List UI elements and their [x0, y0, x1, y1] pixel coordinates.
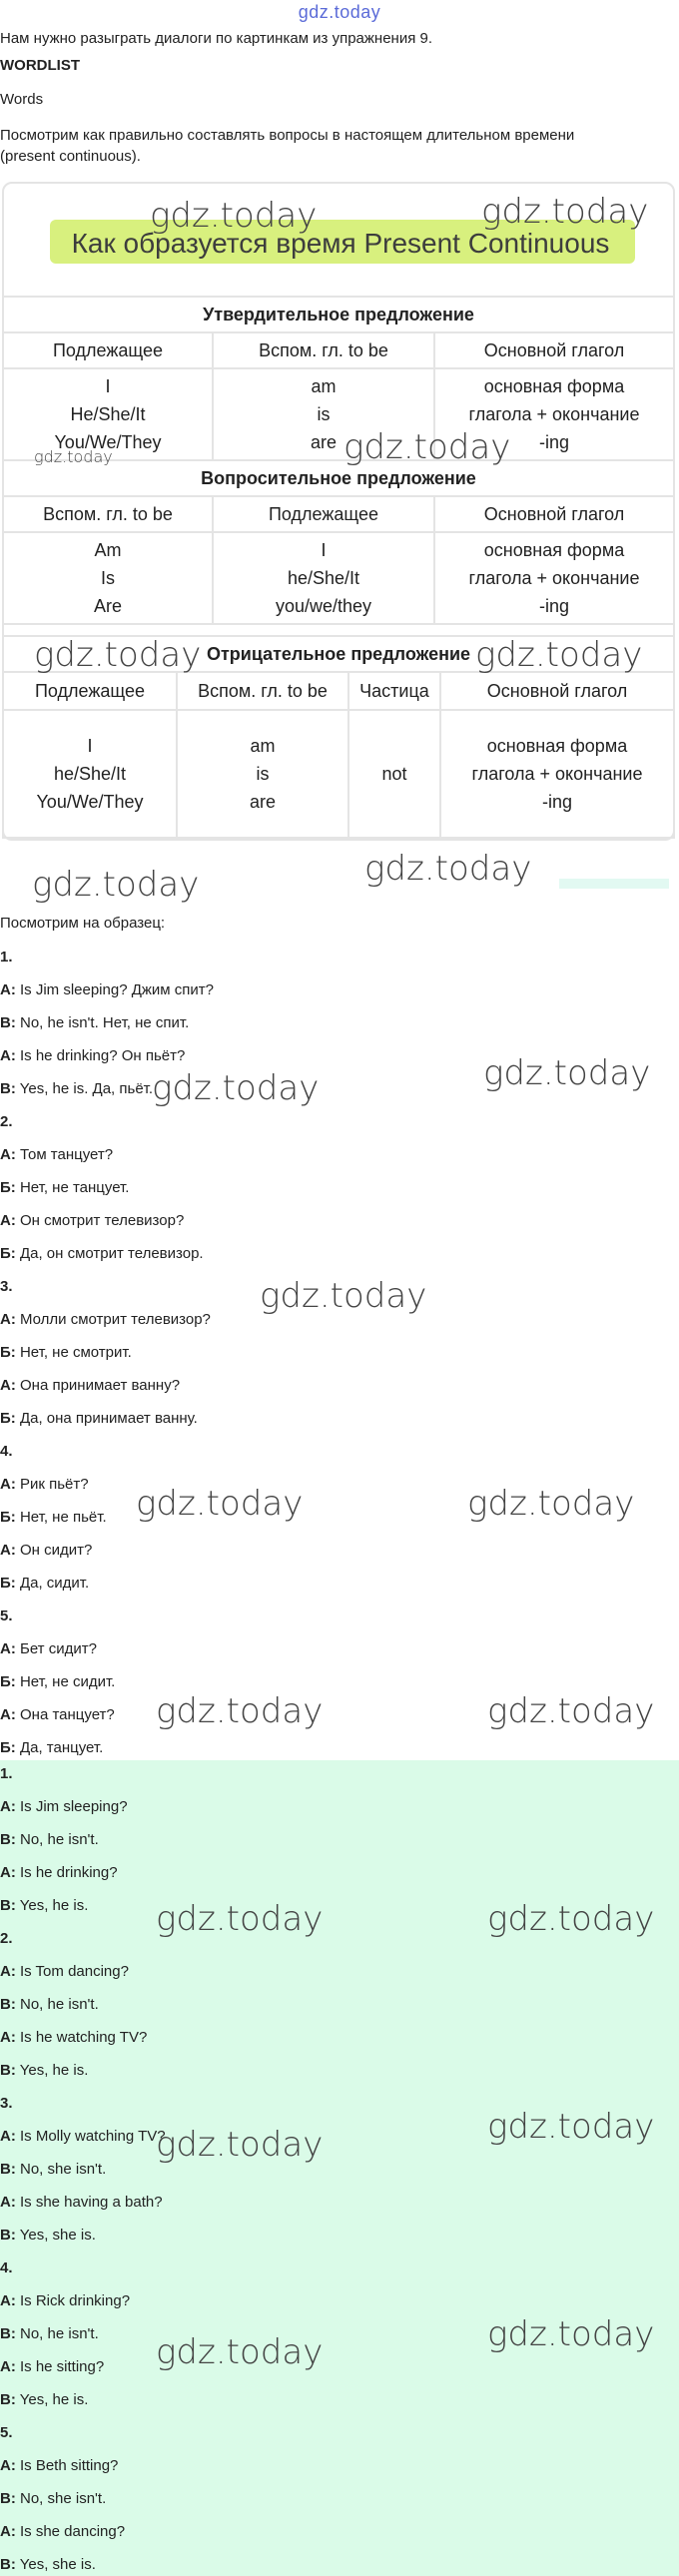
dialogue-line: [0, 1080, 153, 1097]
dialogue-line: [0, 1996, 99, 2013]
speaker-label: A:: [0, 1798, 16, 1815]
dialogue-text: Is Tom dancing?: [15, 1963, 129, 1980]
speaker-label: А:: [0, 1706, 16, 1723]
table-cell: not: [348, 710, 440, 838]
dialogue-line: [0, 1739, 103, 1756]
speaker-label: B:: [0, 2325, 16, 2342]
watermark: gdz.today: [487, 1691, 655, 1731]
dialogue-line: [0, 1212, 184, 1229]
dialogue-number: 5.: [0, 2424, 13, 2441]
table-cell: I he/She/It You/We/They: [3, 710, 177, 838]
dialogue-number: 5.: [0, 1608, 13, 1624]
watermark: gdz.today: [483, 1053, 651, 1093]
column-header: Подлежащее: [213, 496, 434, 532]
site-logo[interactable]: gdz.today: [298, 2, 381, 22]
dialogue-text: No, he isn't. Нет, не спит.: [15, 1014, 190, 1031]
dialogue-text: Yes, she is.: [15, 2556, 96, 2573]
dialogue-text: Бет сидит?: [15, 1640, 97, 1657]
watermark: gdz.today: [156, 1691, 324, 1731]
dialogue-line: [0, 2457, 118, 2474]
dialogue-line: [0, 1897, 88, 1914]
dialogue-line: [0, 1640, 97, 1657]
watermark: gdz.today: [34, 447, 113, 466]
dialogue-line: [0, 1047, 185, 1064]
speaker-label: A:: [0, 2457, 16, 2474]
dialogue-text: Is he drinking? Он пьёт?: [15, 1047, 186, 1064]
card-title: Как образуется время Present Continuous: [71, 228, 610, 259]
dialogue-text: Нет, не смотрит.: [15, 1344, 132, 1361]
speaker-label: А:: [0, 1212, 16, 1229]
speaker-label: B:: [0, 2556, 16, 2573]
speaker-label: B:: [0, 2391, 16, 2408]
column-header: Вспом. гл. to be: [213, 332, 434, 368]
dialogue-line: [0, 1476, 89, 1493]
speaker-label: Б:: [0, 1575, 16, 1592]
column-header: Основной глагол: [434, 332, 674, 368]
watermark: gdz.today: [467, 1484, 635, 1524]
speaker-label: Б:: [0, 1410, 16, 1427]
table-cell: Am Is Are: [3, 532, 213, 624]
dialogue-number: 2.: [0, 1930, 13, 1947]
intro-task: Нам нужно разыграть диалоги по картинкам из упражнения 9.: [0, 30, 433, 47]
affirmative-heading: Утвердительное предложение: [3, 297, 674, 332]
column-header: Вспом. гл. to be: [3, 496, 213, 532]
watermark: gdz.today: [487, 2107, 655, 2147]
dialogue-text: Нет, не пьёт.: [15, 1509, 107, 1526]
dialogue-text: Is Rick drinking?: [15, 2292, 131, 2309]
watermark: gdz.today: [475, 635, 643, 675]
speaker-label: A:: [0, 2029, 16, 2046]
column-header: Подлежащее: [3, 672, 177, 710]
watermark: gdz.today: [136, 1484, 304, 1524]
watermark: gdz.today: [156, 1899, 324, 1939]
dialogue-line: [0, 1245, 204, 1262]
dialogue-line: [0, 2029, 147, 2046]
dialogue-line: [0, 2161, 106, 2178]
speaker-label: Б:: [0, 1739, 16, 1756]
dialogue-number: 3.: [0, 1278, 13, 1295]
column-header: Частица: [348, 672, 440, 710]
dialogue-line: [0, 1509, 107, 1526]
speaker-label: А:: [0, 1640, 16, 1657]
table-cell: основная форма глагола + окончание -ing: [434, 368, 674, 460]
column-header: Основной глагол: [440, 672, 674, 710]
watermark: gdz.today: [364, 849, 532, 889]
dialogue-line: [0, 2391, 88, 2408]
dialogue-line: [0, 2292, 130, 2309]
dialogue-text: Is he watching TV?: [15, 2029, 148, 2046]
dialogue-line: [0, 1798, 128, 1815]
dialogue-line: [0, 1179, 129, 1196]
dialogue-text: Yes, he is. Да, пьёт.: [15, 1080, 154, 1097]
grammar-card: [2, 182, 675, 841]
speaker-label: A:: [0, 2194, 16, 2211]
watermark: gdz.today: [32, 865, 200, 905]
dialogue-text: Is he sitting?: [15, 2358, 105, 2375]
dialogue-line: [0, 1963, 129, 1980]
dialogue-text: Она принимает ванну?: [15, 1377, 181, 1394]
speaker-label: А:: [0, 1542, 16, 1559]
speaker-label: Б:: [0, 1344, 16, 1361]
speaker-label: B:: [0, 2227, 16, 2244]
dialogue-text: Yes, he is.: [15, 2062, 89, 2079]
dialogue-text: Is Beth sitting?: [15, 2457, 119, 2474]
dialogue-line: [0, 1146, 113, 1163]
dialogue-text: Нет, не танцует.: [15, 1179, 130, 1196]
dialogue-line: [0, 2358, 104, 2375]
speaker-label: A:: [0, 2128, 16, 2145]
speaker-label: A:: [0, 1047, 16, 1064]
speaker-label: B:: [0, 2161, 16, 2178]
speaker-label: Б:: [0, 1509, 16, 1526]
dialogue-number: 1.: [0, 949, 13, 966]
words-label: Words: [0, 91, 44, 108]
dialogue-line: [0, 1014, 189, 1031]
speaker-label: Б:: [0, 1245, 16, 1262]
dialogue-line: [0, 1410, 198, 1427]
table-cell: основная форма глагола + окончание -ing: [434, 532, 674, 624]
dialogue-number: 4.: [0, 1443, 13, 1460]
table-cell: I He/She/It You/We/They: [3, 368, 213, 460]
watermark: gdz.today: [152, 1068, 320, 1108]
dialogue-line: [0, 1831, 99, 1848]
dialogue-text: No, she isn't.: [15, 2490, 107, 2507]
speaker-label: А:: [0, 1311, 16, 1328]
dialogue-text: Yes, he is.: [15, 1897, 89, 1914]
speaker-label: B:: [0, 1897, 16, 1914]
dialogue-line: [0, 1542, 92, 1559]
dialogue-text: Is she dancing?: [15, 2523, 126, 2540]
watermark: gdz.today: [343, 427, 511, 467]
dialogue-text: Is Jim sleeping?: [15, 1798, 128, 1815]
dialogue-text: Том танцует?: [15, 1146, 114, 1163]
dialogue-text: Is he drinking?: [15, 1864, 118, 1881]
dialogue-line: [0, 2556, 96, 2573]
watermark: gdz.today: [481, 192, 649, 232]
dialogue-text: Yes, he is.: [15, 2391, 89, 2408]
watermark: gdz.today: [156, 2332, 324, 2372]
dialogue-line: [0, 981, 214, 998]
dialogue-line: [0, 1377, 180, 1394]
column-header: Подлежащее: [3, 332, 213, 368]
speaker-label: B:: [0, 1831, 16, 1848]
dialogue-text: Is she having a bath?: [15, 2194, 163, 2211]
dialogue-line: [0, 2062, 88, 2079]
speaker-label: Б:: [0, 1673, 16, 1690]
watermark: gdz.today: [150, 196, 318, 236]
dialogue-line: [0, 2227, 96, 2244]
speaker-label: B:: [0, 1996, 16, 2013]
dialogue-text: Да, он смотрит телевизор.: [15, 1245, 204, 1262]
watermark: gdz.today: [487, 1899, 655, 1939]
dialogue-number: 2.: [0, 1113, 13, 1130]
table-cell: основная форма глагола + окончание -ing: [440, 710, 674, 838]
dialogue-text: Да, танцует.: [15, 1739, 104, 1756]
dialogue-line: [0, 1311, 211, 1328]
affirmative-table: [2, 296, 675, 461]
column-header: Вспом. гл. to be: [177, 672, 348, 710]
dialogue-text: Он сидит?: [15, 1542, 93, 1559]
dialogue-line: [0, 1673, 115, 1690]
dialogue-text: Он смотрит телевизор?: [15, 1212, 185, 1229]
speaker-label: A:: [0, 1864, 16, 1881]
dialogue-number: 3.: [0, 2095, 13, 2112]
dialogue-text: Да, она принимает ванну.: [15, 1410, 198, 1427]
dialogue-number: 4.: [0, 2259, 13, 2276]
intro-text: [0, 28, 679, 167]
dialogue-text: Is Molly watching TV?: [15, 2128, 166, 2145]
wordlist-heading: WORDLIST: [0, 57, 80, 74]
dialogue-number: 1.: [0, 1765, 13, 1782]
watermark: gdz.today: [260, 1276, 427, 1316]
dialogue-text: Молли смотрит телевизор?: [15, 1311, 211, 1328]
dialogue-text: Да, сидит.: [15, 1575, 90, 1592]
dialogue-line: [0, 2194, 163, 2211]
speaker-label: A:: [0, 2292, 16, 2309]
speaker-label: B:: [0, 1080, 16, 1097]
column-header: Основной глагол: [434, 496, 674, 532]
speaker-label: B:: [0, 2490, 16, 2507]
speaker-label: А:: [0, 1476, 16, 1493]
dialogue-line: [0, 1864, 118, 1881]
speaker-label: A:: [0, 1963, 16, 1980]
table-cell: I he/She/It you/we/they: [213, 532, 434, 624]
speaker-label: А:: [0, 1377, 16, 1394]
dialogue-text: Yes, she is.: [15, 2227, 96, 2244]
speaker-label: B:: [0, 2062, 16, 2079]
watermark: gdz.today: [156, 2125, 324, 2165]
speaker-label: A:: [0, 2523, 16, 2540]
dialogue-line: [0, 2523, 125, 2540]
dialogue-line: [0, 1706, 115, 1723]
speaker-label: Б:: [0, 1179, 16, 1196]
dialogue-text: No, he isn't.: [15, 2325, 99, 2342]
speaker-label: B:: [0, 1014, 16, 1031]
table-cell: am is are: [177, 710, 348, 838]
dialogue-text: Она танцует?: [15, 1706, 115, 1723]
dialogue-line: [0, 2128, 166, 2145]
dialogue-text: Нет, не сидит.: [15, 1673, 116, 1690]
intro-explanation-1: Посмотрим как правильно составлять вопросы в настоящем длительном времени: [0, 127, 575, 144]
intro-explanation-2: (present continuous).: [0, 148, 141, 165]
dialogue-line: [0, 2490, 106, 2507]
speaker-label: A:: [0, 981, 16, 998]
dialogue-line: [0, 1344, 132, 1361]
decorative-bar: [559, 879, 669, 889]
negative-heading: Отрицательное предложение: [3, 636, 674, 672]
speaker-label: A:: [0, 2358, 16, 2375]
dialogue-text: Is Jim sleeping? Джим спит?: [15, 981, 214, 998]
table-cell: am is are: [213, 368, 434, 460]
dialogue-text: No, he isn't.: [15, 1831, 99, 1848]
sample-intro: Посмотрим на образец:: [0, 915, 166, 932]
dialogue-text: No, she isn't.: [15, 2161, 107, 2178]
dialogue-text: No, he isn't.: [15, 1996, 99, 2013]
dialogue-text: Рик пьёт?: [15, 1476, 89, 1493]
speaker-label: А:: [0, 1146, 16, 1163]
question-heading: Вопросительное предложение: [3, 460, 674, 496]
watermark: gdz.today: [487, 2314, 655, 2354]
dialogue-line: [0, 2325, 99, 2342]
watermark: gdz.today: [34, 635, 202, 675]
dialogue-line: [0, 1575, 89, 1592]
question-table: [2, 459, 675, 625]
